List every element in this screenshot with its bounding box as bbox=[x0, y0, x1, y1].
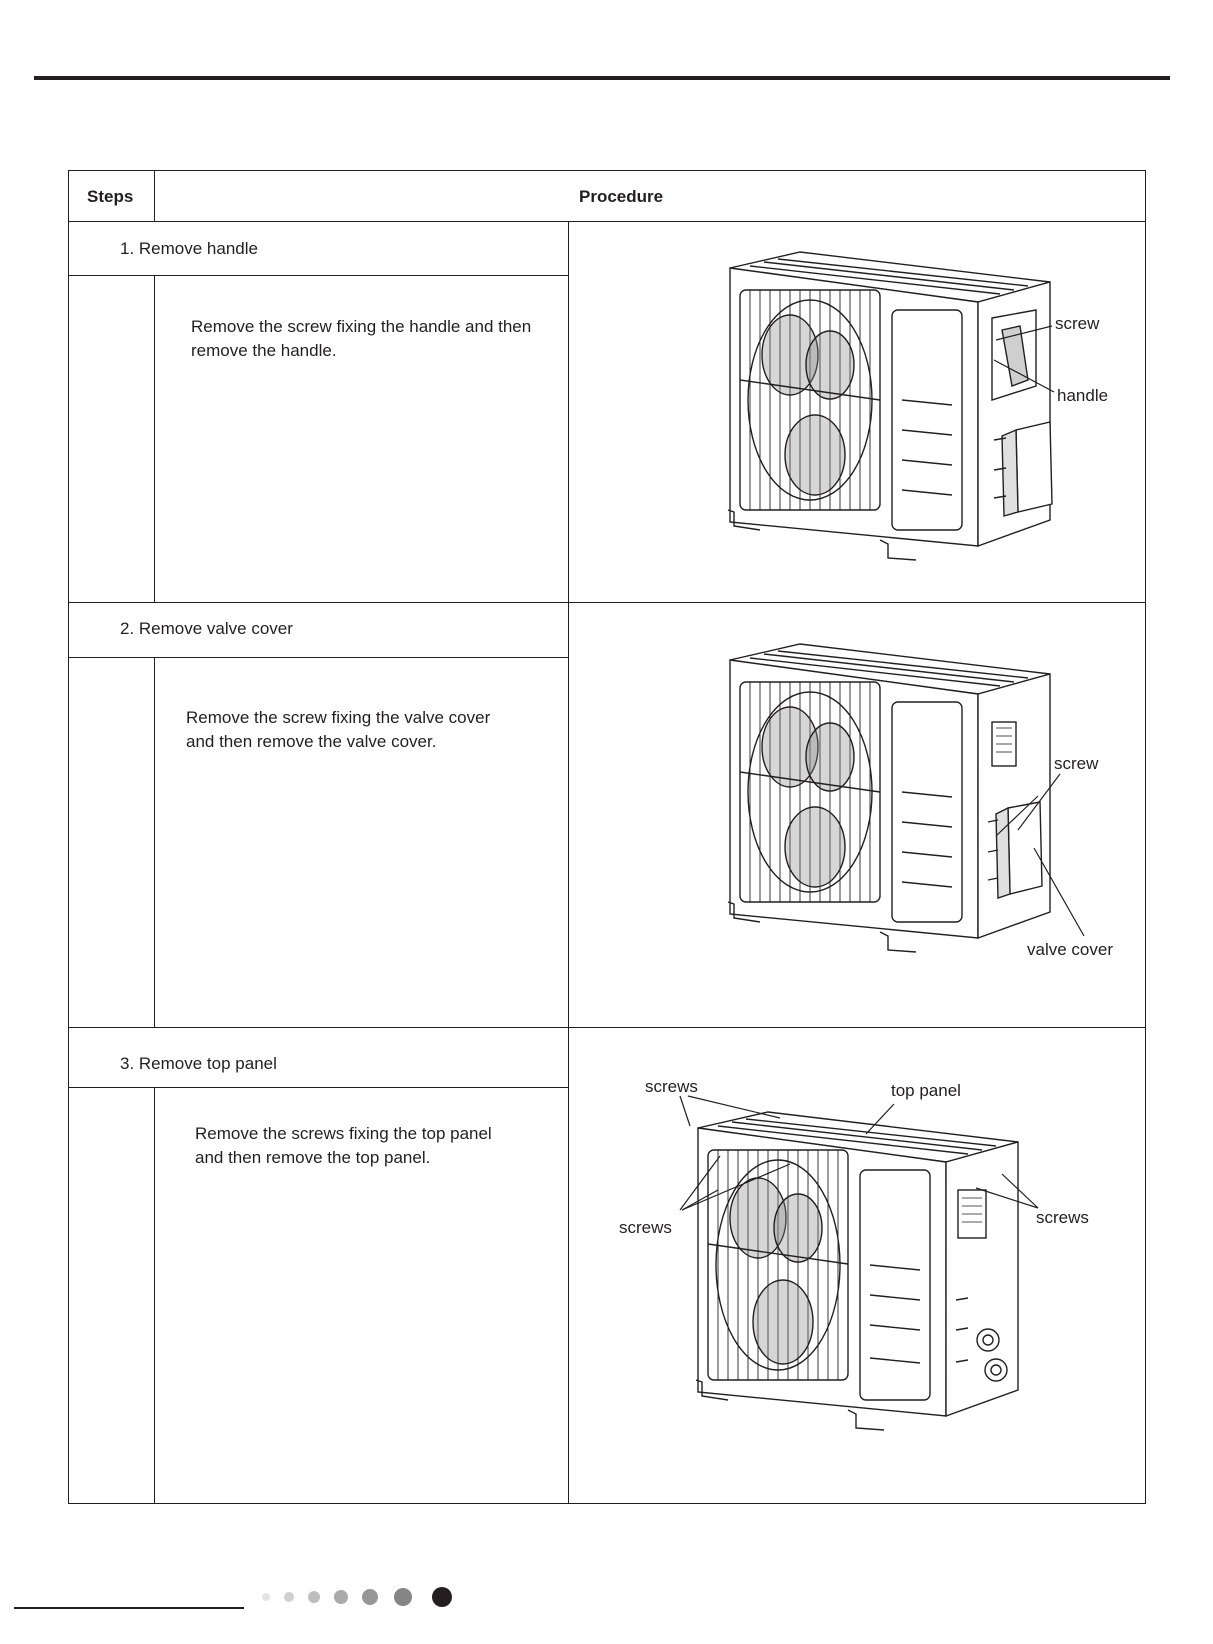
header-col-divider bbox=[154, 171, 155, 221]
outdoor-unit-figure-handle bbox=[720, 240, 1060, 570]
step-2-description-line: and then remove the valve cover. bbox=[186, 732, 437, 751]
callout-screw: screw bbox=[1054, 754, 1099, 773]
page-dot bbox=[334, 1590, 348, 1604]
callout-valve-cover: valve cover bbox=[1027, 940, 1113, 959]
step-2-description bbox=[186, 706, 490, 754]
step-2-col-divider bbox=[154, 657, 155, 1027]
top-rule bbox=[34, 76, 1170, 80]
leader-lines-step-2 bbox=[990, 770, 1100, 940]
step-1-title-divider bbox=[69, 275, 568, 276]
procedure-header: Procedure bbox=[579, 187, 664, 206]
step-2-divider bbox=[69, 1027, 1145, 1028]
step-3-col-divider bbox=[154, 1087, 155, 1503]
leader-lines-step-1 bbox=[990, 320, 1060, 400]
header-divider bbox=[69, 221, 1145, 222]
callout-screws-right: screws bbox=[1036, 1208, 1089, 1227]
step-1-description-line: remove the handle. bbox=[191, 341, 337, 360]
callout-screw: screw bbox=[1055, 314, 1100, 333]
figure-col-divider bbox=[568, 221, 569, 1503]
page-dot bbox=[284, 1592, 294, 1602]
step-2-description-line: Remove the screw fixing the valve cover bbox=[186, 708, 491, 727]
step-1-description-line: Remove the screw fixing the handle and then bbox=[191, 317, 532, 336]
step-1-title: 1. Remove handle bbox=[120, 239, 258, 258]
callout-top-panel: top panel bbox=[891, 1081, 961, 1100]
step-3-description-line: Remove the screws fixing the top panel bbox=[195, 1124, 492, 1143]
step-3-description-line: and then remove the top panel. bbox=[195, 1148, 431, 1167]
page-dot bbox=[362, 1589, 378, 1605]
step-1-description bbox=[191, 315, 531, 363]
step-1-divider bbox=[69, 602, 1145, 603]
page-dot bbox=[262, 1593, 270, 1601]
callout-handle: handle bbox=[1057, 386, 1109, 405]
leader-lines-step-3 bbox=[660, 1090, 1080, 1220]
step-2-title-divider bbox=[69, 657, 568, 658]
steps-header: Steps bbox=[87, 187, 134, 206]
step-1-col-divider bbox=[154, 275, 155, 602]
page-dot bbox=[432, 1587, 452, 1607]
callout-screws-top: screws bbox=[645, 1077, 698, 1096]
page-dot bbox=[394, 1588, 412, 1606]
step-2-title: 2. Remove valve cover bbox=[120, 619, 293, 638]
step-3-description bbox=[195, 1122, 492, 1170]
callout-screws-left: screws bbox=[619, 1218, 672, 1237]
step-3-title-divider bbox=[69, 1087, 568, 1088]
step-3-title: 3. Remove top panel bbox=[120, 1054, 277, 1073]
bottom-rule bbox=[14, 1607, 244, 1609]
page-dot bbox=[308, 1591, 320, 1603]
